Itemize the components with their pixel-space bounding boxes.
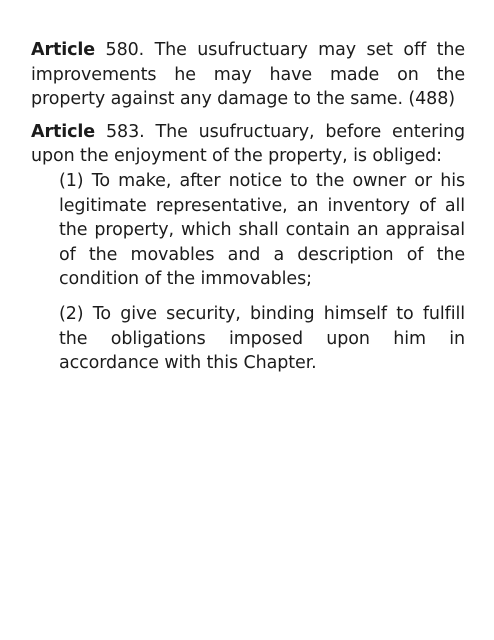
article-583: [31, 120, 465, 169]
article-583-item-1: (1) To make, after notice to the owner or his legitimate representative, an inventory of all the property, which shall contain an appraisal of the movables and a description of the condition of the immovables;: [59, 170, 465, 290]
document-page: [31, 38, 465, 376]
article-580: [31, 38, 465, 112]
article-text: 580. The usufructuary may set off the improvements he may have made on the property against any damage to the same. (488): [31, 40, 465, 110]
article-label: Article: [31, 121, 96, 142]
article-text: 583. The usufructuary, before entering upon the enjoyment of the property, is obliged:: [31, 121, 465, 167]
article-583-item-2: (2) To give security, binding himself to fulfill the obligations imposed upon him in accordance with this Chapter.: [59, 303, 465, 374]
article-label: Article: [31, 40, 96, 60]
